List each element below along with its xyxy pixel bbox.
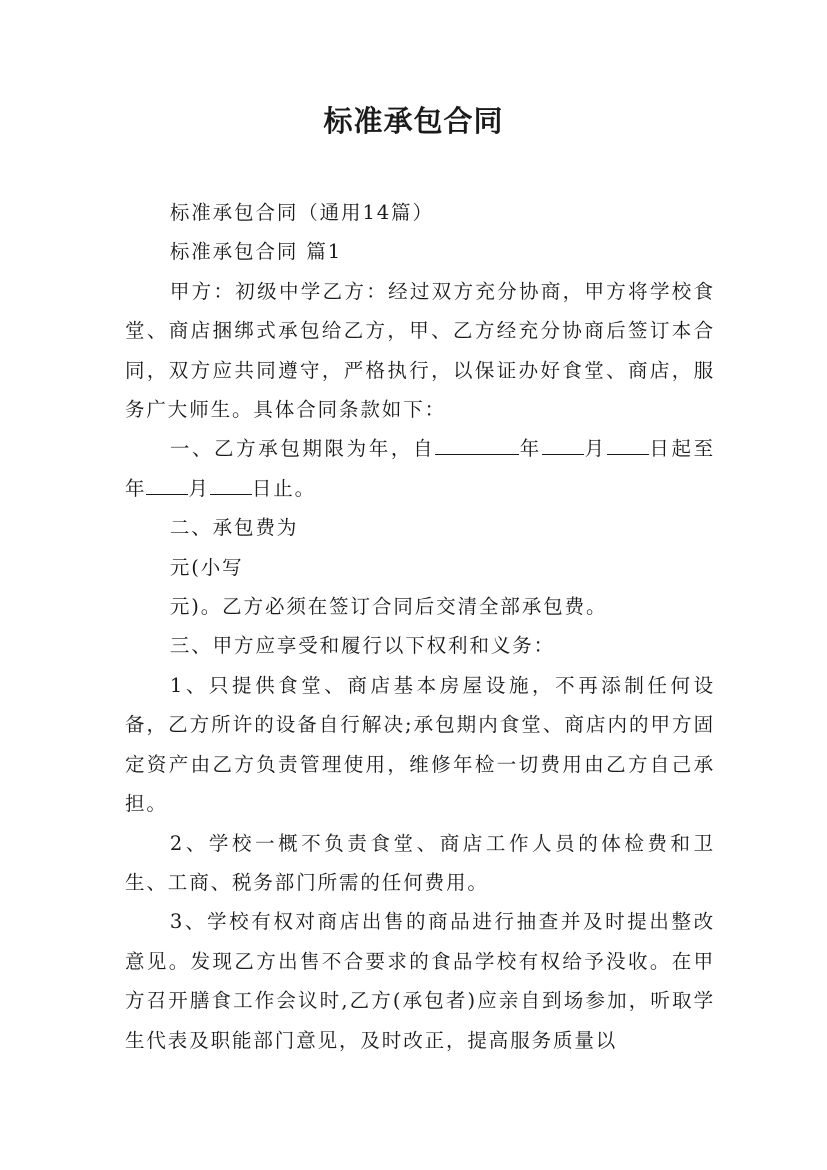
document-body: [125, 193, 715, 1060]
term-text-e: 月: [188, 476, 210, 500]
paragraph-obligations-heading: 三、甲方应享受和履行以下权利和义务：: [169, 634, 556, 658]
document-title: 标准承包合同: [323, 104, 504, 138]
term-text-a: 一、乙方承包期限为年，自: [169, 437, 436, 461]
paragraph-fee-amount: 元(小写: [169, 555, 244, 579]
paragraph-clause-1: 1、只提供食堂、商店基本房屋设施，不再添制任何设备，乙方所许的设备自行解决;承包期内食堂、商店内的甲方固定资产由乙方负责管理使用，维修年检一切费用由乙方自己承担。: [125, 673, 715, 816]
paragraph-clause-3: 3、学校有权对商店出售的商品进行抽查并及时提出整改意见。发现乙方出售不合要求的食品学校有权给予没收。在甲方召开膳食工作会议时,乙方(承包者)应亲自到场参加，听取学生代表及职能部门意见，及时改正，提高服务质量以: [125, 910, 715, 1052]
term-text-c: 月: [583, 437, 607, 461]
term-text-d: 日起至年: [125, 437, 715, 500]
blank-field: [607, 434, 649, 455]
paragraph-fee: 二、承包费为: [169, 516, 299, 540]
intro-line: 标准承包合同（通用14篇）: [169, 201, 434, 224]
paragraph-term: [125, 429, 715, 508]
term-text-b: 年: [519, 437, 542, 461]
term-text-f: 日止。: [251, 476, 317, 500]
paragraph-clause-2: 2、学校一概不负责食堂、商店工作人员的体检费和卫生、工商、税务部门所需的任何费用。: [125, 831, 715, 894]
paragraph-fee-payment: 元)。乙方必须在签订合同后交清全部承包费。: [169, 595, 608, 619]
paragraph-parties: 甲方：初级中学乙方：经过双方充分协商，甲方将学校食堂、商店捆绑式承包给乙方，甲、乙方经充分协商后签订本合同，双方应共同遵守，严格执行，以保证办好食堂、商店，服务广大师生。具体合同条款如下：: [125, 279, 715, 422]
blank-field: [210, 473, 252, 494]
section-heading: 标准承包合同 篇1: [169, 240, 343, 264]
blank-field: [435, 434, 519, 455]
blank-field: [146, 473, 188, 494]
blank-field: [542, 434, 584, 455]
